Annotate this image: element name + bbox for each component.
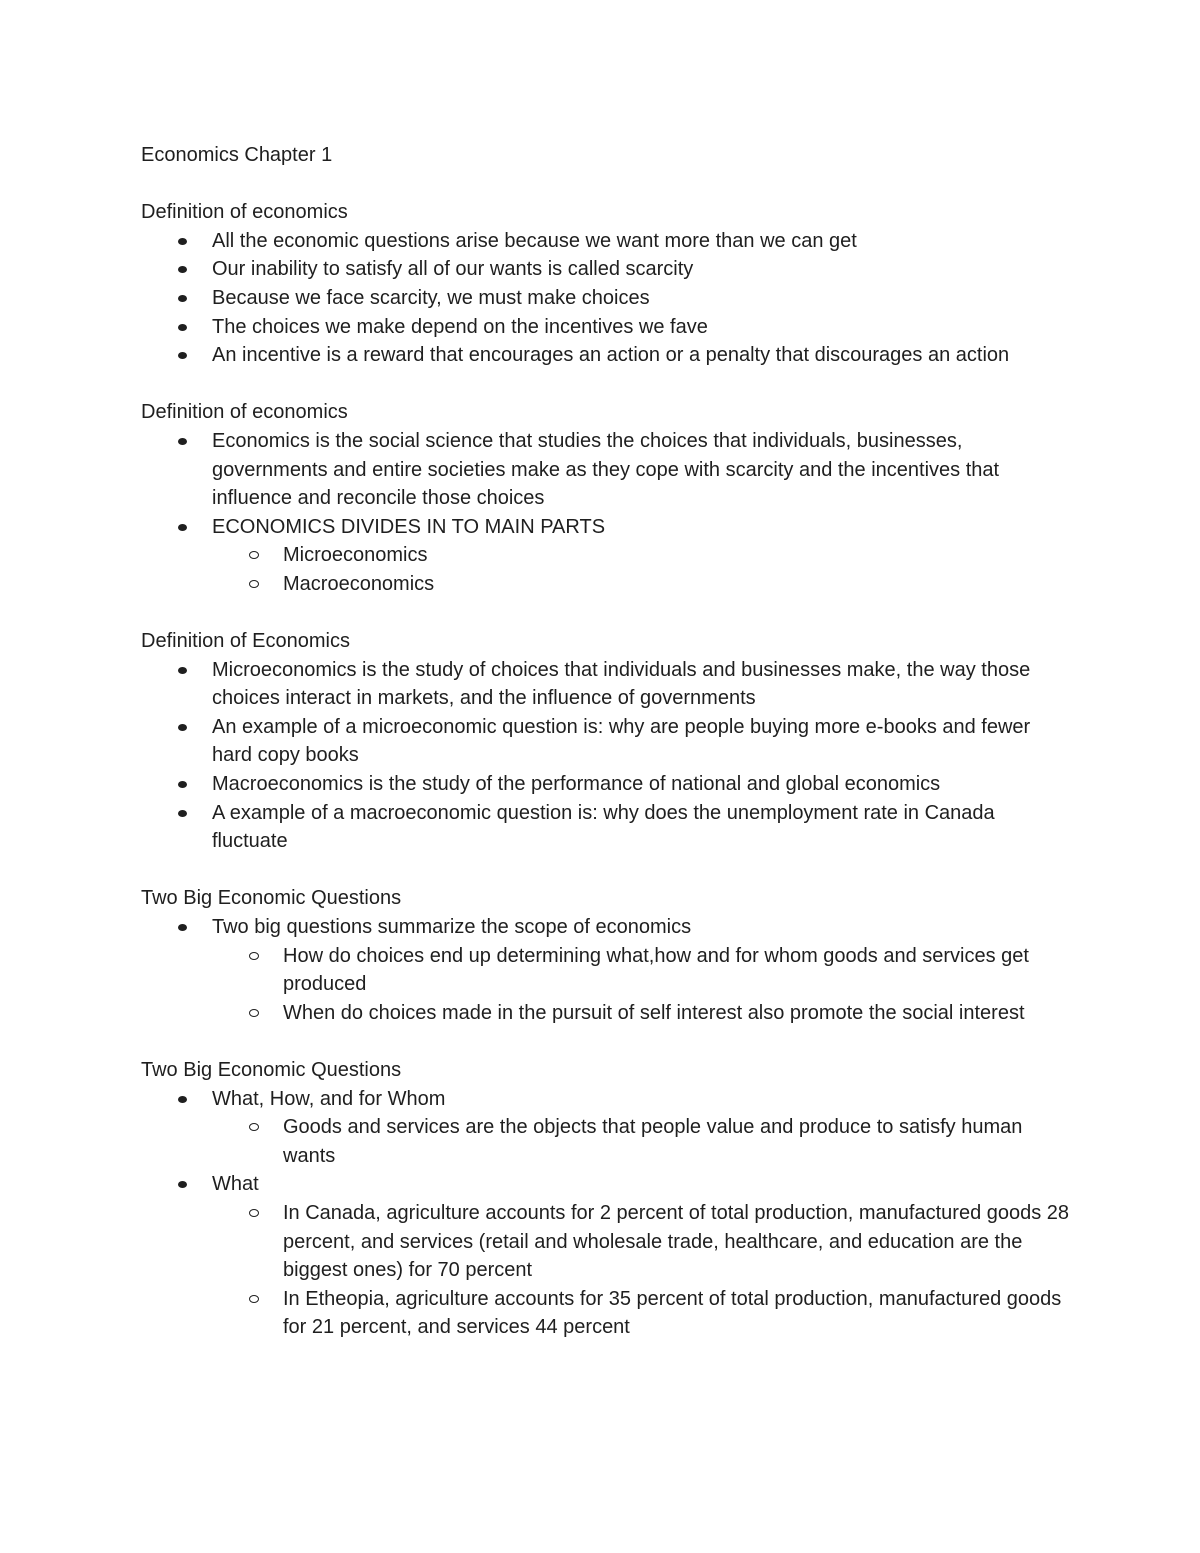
list-item-text: Microeconomics is the study of choices that individuals and businesses make, the way those choices interact in markets, and the influence of governments (212, 658, 1031, 710)
sub-list-item (212, 1285, 1071, 1342)
filled-bullet-icon (178, 438, 187, 445)
sub-list-item (212, 541, 1071, 570)
filled-bullet-icon (178, 667, 187, 674)
list-item (141, 427, 1071, 513)
list-item-text: Because we face scarcity, we must make choices (212, 286, 650, 309)
filled-bullet-icon (178, 810, 187, 817)
list-item-text: What (212, 1173, 259, 1196)
list-item (141, 799, 1071, 856)
list-item (141, 1085, 1071, 1171)
sub-list-item (212, 942, 1071, 999)
bullet-list (141, 913, 1071, 1027)
hollow-bullet-icon (249, 952, 259, 960)
filled-bullet-icon (178, 295, 187, 302)
list-item (141, 341, 1071, 370)
filled-bullet-icon (178, 238, 187, 245)
list-item-text: The choices we make depend on the incentives we fave (212, 315, 708, 338)
list-item-text: An example of a microeconomic question is: why are people buying more e-books and fewer hard copy books (212, 715, 1031, 767)
list-item-text: A example of a macroeconomic question is: why does the unemployment rate in Canada fluctuate (212, 801, 995, 853)
filled-bullet-icon (178, 524, 187, 531)
section-definition-3 (141, 627, 1071, 856)
sub-list-item-text: How do choices end up determining what,how and for whom goods and services get produced (283, 944, 1029, 996)
sub-bullet-list (212, 1113, 1071, 1170)
list-item-text: Economics is the social science that studies the choices that individuals, businesses, governments and entire societies make as they cope with scarcity and the incentives that influence and reconcile those choices (212, 429, 1000, 510)
hollow-bullet-icon (249, 580, 259, 588)
list-item (141, 313, 1071, 342)
sub-list-item-text: In Etheopia, agriculture accounts for 35 percent of total production, manufactured goods for 21 percent, and services 44 percent (283, 1287, 1062, 1339)
bullet-list (141, 227, 1071, 370)
list-item (141, 1170, 1071, 1342)
list-item (141, 713, 1071, 770)
list-item-text: An incentive is a reward that encourages an action or a penalty that discourages an action (212, 344, 1010, 367)
section-heading: Definition of Economics (141, 630, 350, 653)
filled-bullet-icon (178, 324, 187, 331)
section-definition-2 (141, 398, 1071, 598)
list-item-text: All the economic questions arise because we want more than we can get (212, 229, 857, 252)
list-item-text: Two big questions summarize the scope of economics (212, 916, 692, 939)
list-item-text: Our inability to satisfy all of our wants is called scarcity (212, 258, 694, 281)
sub-list-item-text: Goods and services are the objects that people value and produce to satisfy human wants (283, 1116, 1023, 1167)
sub-list-item (212, 1199, 1071, 1285)
sub-list-item-text: In Canada, agriculture accounts for 2 percent of total production, manufactured goods 28 percent, and services (retail and wholesale trade, healthcare, and education are the biggest ones) for 70 percent (283, 1201, 1070, 1282)
list-item (141, 656, 1071, 713)
bullet-list (141, 427, 1071, 599)
sub-bullet-list (212, 541, 1071, 598)
list-item (141, 770, 1071, 799)
list-item (141, 513, 1071, 599)
sub-list-item-text: Microeconomics (283, 544, 428, 567)
sub-list-item-text: When do choices made in the pursuit of self interest also promote the social interest (283, 1001, 1025, 1024)
section-big-questions-1 (141, 884, 1071, 1027)
bullet-list (141, 1085, 1071, 1342)
hollow-bullet-icon (249, 1295, 259, 1303)
filled-bullet-icon (178, 352, 187, 359)
filled-bullet-icon (178, 266, 187, 273)
section-heading: Two Big Economic Questions (141, 1059, 402, 1081)
filled-bullet-icon (178, 1181, 187, 1188)
filled-bullet-icon (178, 724, 187, 731)
sub-list-item (212, 570, 1071, 599)
sub-bullet-list (212, 942, 1071, 1028)
document-title: Economics Chapter 1 (141, 144, 333, 166)
filled-bullet-icon (178, 924, 187, 931)
sub-bullet-list (212, 1199, 1071, 1342)
list-item (141, 284, 1071, 313)
section-heading: Definition of economics (141, 201, 348, 224)
bullet-list (141, 656, 1071, 856)
section-big-questions-2 (141, 1056, 1071, 1342)
list-item-text: What, How, and for Whom (212, 1087, 446, 1110)
hollow-bullet-icon (249, 1209, 259, 1217)
list-item-text: ECONOMICS DIVIDES IN TO MAIN PARTS (212, 515, 606, 538)
sub-list-item (212, 999, 1071, 1028)
hollow-bullet-icon (249, 551, 259, 559)
section-definition-1 (141, 198, 1071, 370)
list-item-text: Macroeconomics is the study of the performance of national and global economics (212, 773, 941, 796)
sub-list-item-text: Macroeconomics (283, 572, 435, 595)
list-item (141, 255, 1071, 284)
list-item (141, 913, 1071, 1027)
hollow-bullet-icon (249, 1009, 259, 1017)
list-item (141, 227, 1071, 256)
filled-bullet-icon (178, 781, 187, 788)
section-heading: Two Big Economic Questions (141, 887, 402, 910)
document-page (141, 141, 1071, 1371)
filled-bullet-icon (178, 1096, 187, 1103)
section-heading: Definition of economics (141, 401, 348, 424)
sub-list-item (212, 1113, 1071, 1170)
hollow-bullet-icon (249, 1123, 259, 1131)
